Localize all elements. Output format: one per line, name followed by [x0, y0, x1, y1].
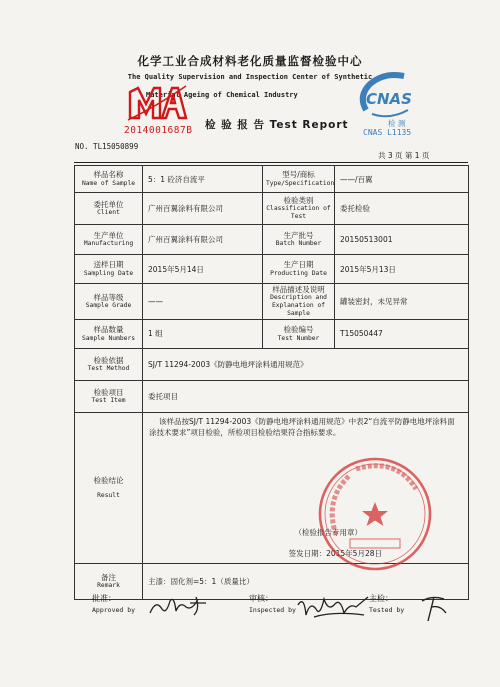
sample-grade-label: 样品等级 Sample Grade [75, 284, 143, 320]
table-row [75, 380, 469, 412]
sample-numbers-value: 1 组 [143, 319, 263, 348]
table-row [75, 255, 469, 284]
tested-by-en: Tested by [369, 606, 405, 614]
org-name-cn: 化学工业合成材料老化质量监督检验中心 [137, 54, 363, 68]
table-row [75, 225, 469, 255]
classification-value: 委托检验 [335, 193, 469, 225]
manufacturing-label: 生产单位 Manufacturing [75, 225, 143, 255]
test-number-label: 检验编号 Test Number [263, 319, 335, 348]
tested-by-label: 主检： [369, 594, 393, 603]
cnas-number: CNAS L1135 [363, 128, 412, 137]
table-row [75, 166, 469, 193]
tested-by [369, 593, 404, 614]
test-item-value: 委托项目 [143, 380, 469, 412]
description-value: 罐装密封，未见异常 [335, 284, 469, 320]
approved-by-label: 批准： [92, 594, 116, 603]
sign-date: 签发日期：2015年5月28日 [288, 548, 382, 558]
test-number-value: T15050447 [335, 319, 469, 348]
result-label: 检验结论 Result [75, 412, 143, 563]
inspected-by [249, 593, 296, 614]
header-rule [74, 162, 468, 163]
result-text: 该样品按SJ/T 11294-2003《防静电地坪涂料通用规范》中表2“自流平防静电地坪涂料面涂技术要求”项目检验，所检项目检验结果符合指标要求。 [149, 416, 455, 437]
sample-grade-value: —— [143, 284, 263, 320]
batch-value: 20150513001 [335, 225, 469, 255]
test-item-label: 检验项目 Test Item [75, 380, 143, 412]
cnas-logo-text: CNAS [366, 90, 412, 108]
table-row [75, 284, 469, 320]
batch-label: 生产批号 Batch Number [263, 225, 335, 255]
classification-label: 检验类别 Classification of Test [263, 193, 335, 225]
sampling-date-label: 送样日期 Sampling Date [75, 255, 143, 284]
description-label: 样品描述及说明 Description and Explanation of Sample [263, 284, 335, 320]
sample-numbers-label: 样品数量 Sample Numbers [75, 319, 143, 348]
test-method-value: SJ/T 11294-2003《防静电地坪涂料通用规范》 [143, 348, 469, 380]
production-date-label: 生产日期 Producting Date [263, 255, 335, 284]
seal-note: （检验报告专用章） [294, 527, 362, 537]
sample-name-label: 样品名称 Name of Sample [75, 166, 143, 193]
cnas-logo-icon [352, 70, 428, 122]
table-row [75, 193, 469, 225]
approved-by-en: Approved by [92, 606, 136, 614]
cma-code: 2014001687B [124, 125, 193, 136]
official-seal-icon [316, 455, 434, 573]
cnas-label-cn: 检 测 [388, 119, 406, 128]
inspector-signature-icon [294, 593, 374, 621]
signature-row [74, 593, 468, 623]
client-value: 广州百翼涂料有限公司 [143, 193, 263, 225]
inspected-by-en: Inspected by [249, 606, 296, 614]
cma-logo-icon [126, 84, 188, 122]
sample-name-value: 5：1 砼济自流平 [143, 166, 263, 193]
manufacturing-value: 广州百翼涂料有限公司 [143, 225, 263, 255]
inspected-by-label: 审核： [249, 594, 273, 603]
approver-signature-icon [146, 593, 216, 619]
report-title: 检 验 报 告 Test Report [205, 119, 349, 131]
remark-label: 备注 Remark [75, 563, 143, 599]
test-method-label: 检验依据 Test Method [75, 348, 143, 380]
org-name-en-line2: Material Ageing of Chemical Industry [146, 91, 298, 99]
approved-by [92, 593, 135, 614]
table-row [75, 319, 469, 348]
type-spec-value: ——/百翼 [335, 166, 469, 193]
sampling-date-value: 2015年5月14日 [143, 255, 263, 284]
report-number: NO. TL15050899 [75, 142, 139, 151]
remark-value: 主漆：固化剂=5：1（质量比） [143, 563, 469, 599]
client-label: 委托单位 Client [75, 193, 143, 225]
page-info: 共 3 页 第 1 页 [378, 151, 430, 160]
table-row [75, 348, 469, 380]
org-name-en-line1: The Quality Supervision and Inspection Center of Synthetic [127, 73, 373, 81]
tester-signature-icon [416, 593, 452, 623]
type-spec-label: 型号/商标 Type/Specification [263, 166, 335, 193]
production-date-value: 2015年5月13日 [335, 255, 469, 284]
